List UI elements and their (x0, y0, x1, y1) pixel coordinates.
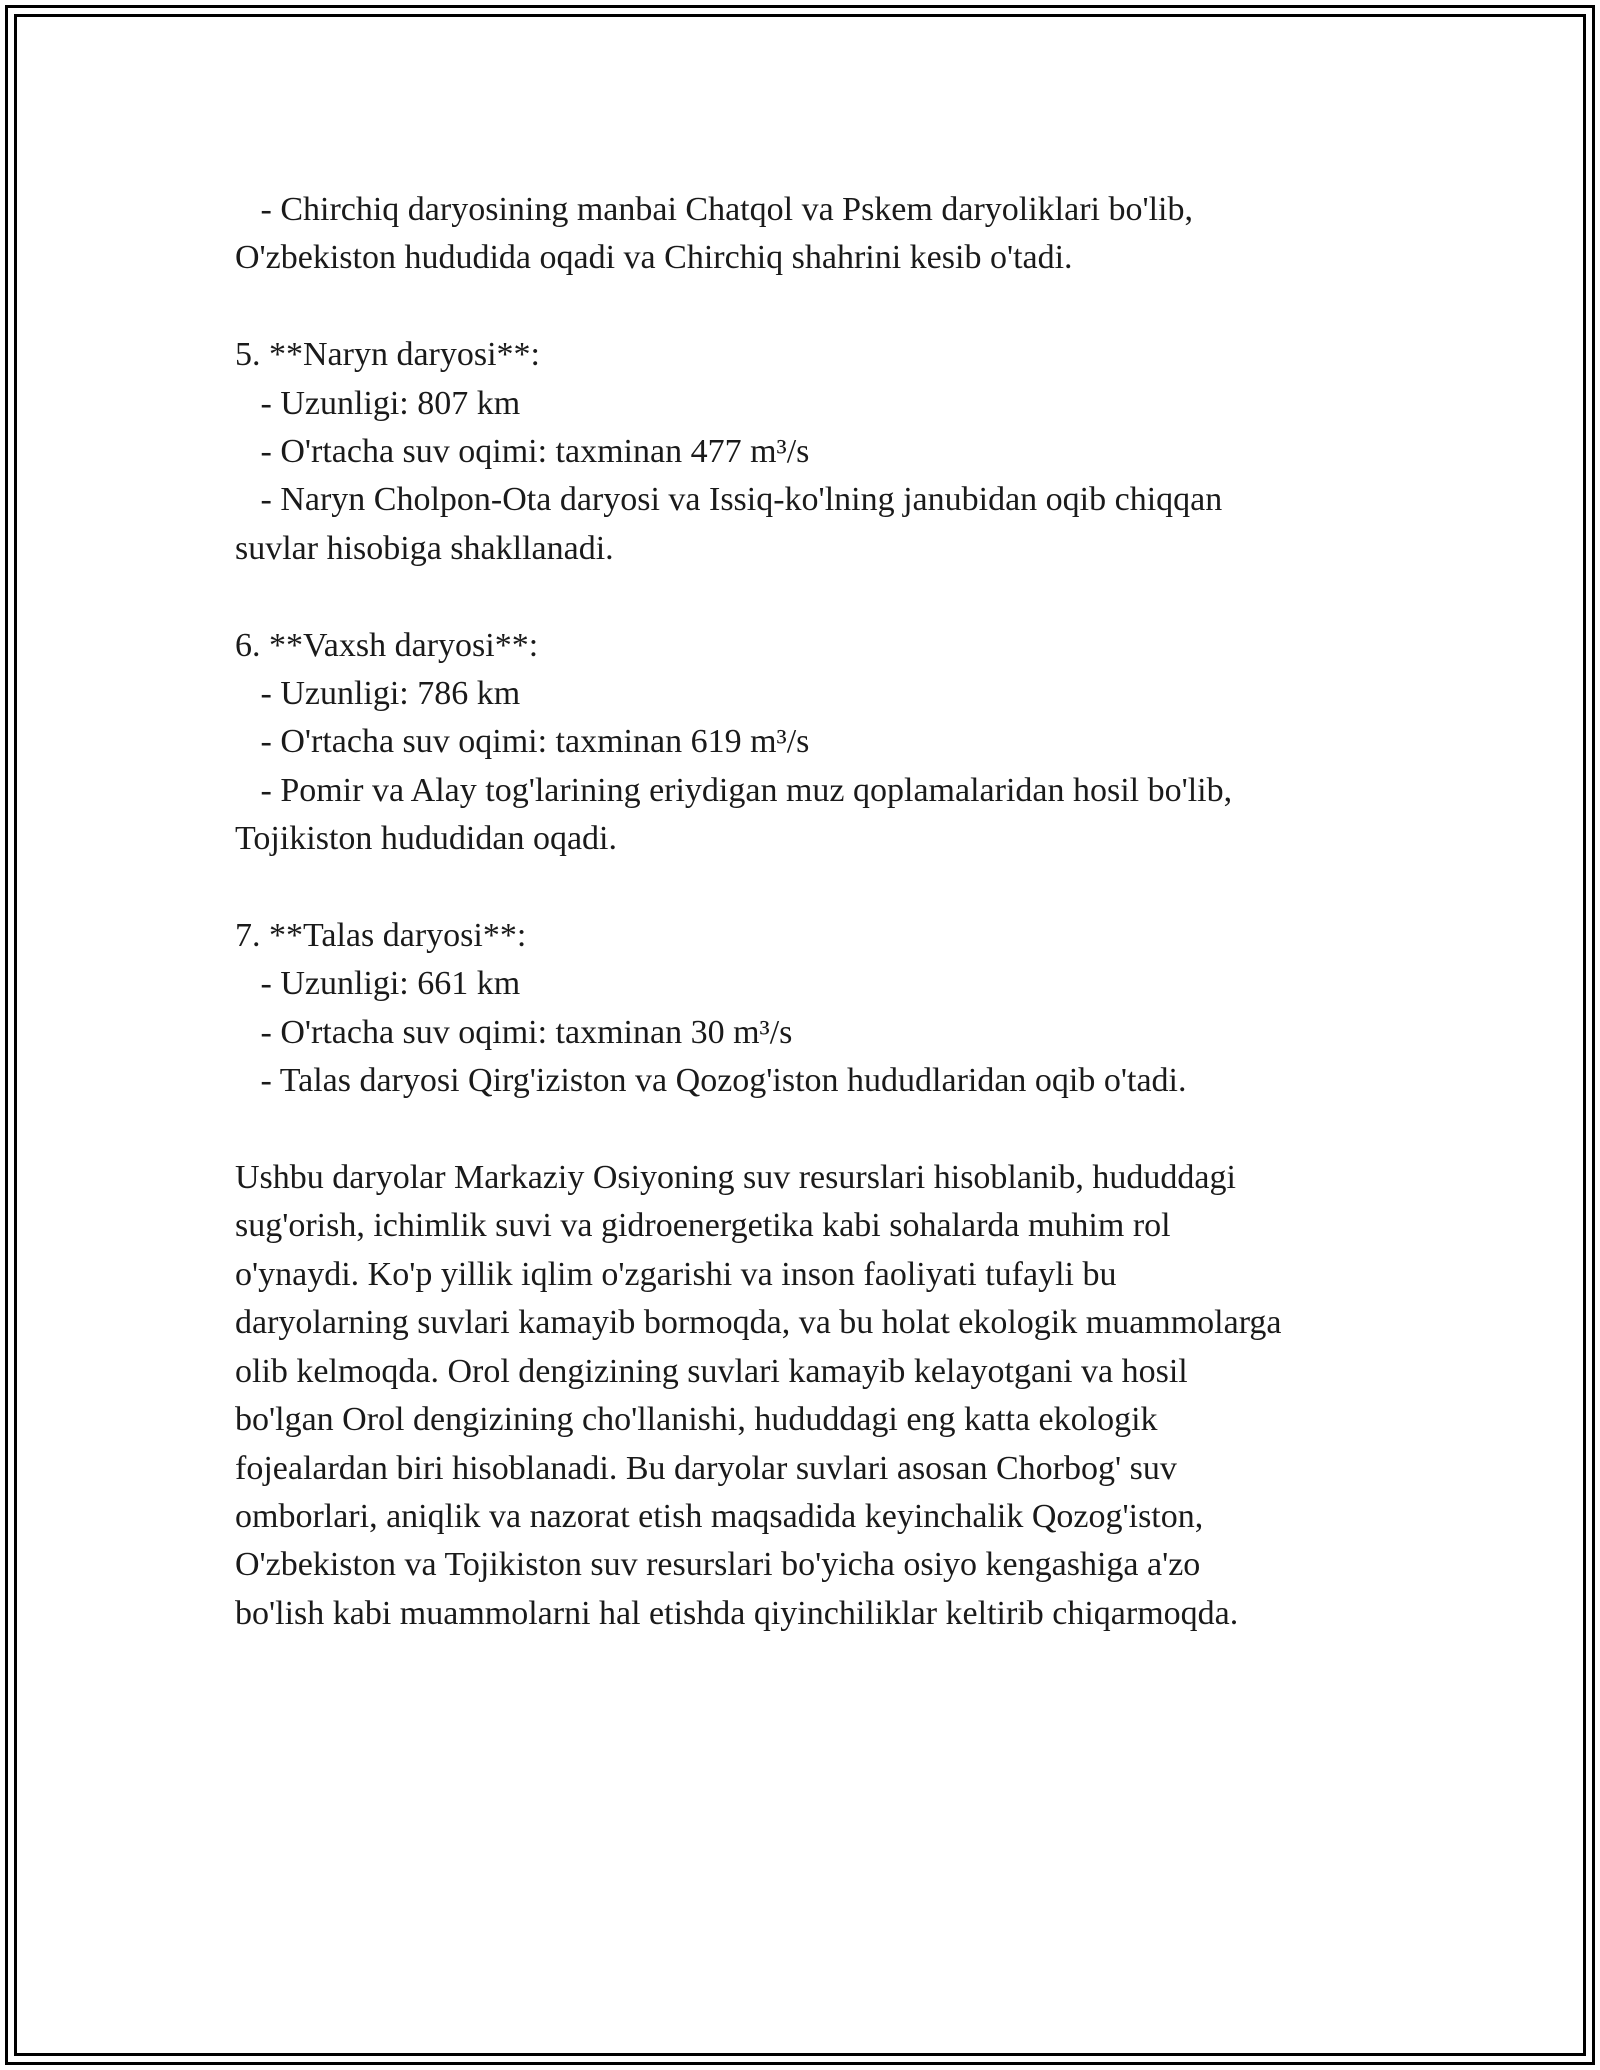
paragraph-spacer (235, 283, 1395, 331)
conclusion-line: sug'orish, ichimlik suvi va gidroenergetika kabi sohalarda muhim rol (235, 1207, 1171, 1245)
conclusion-line: bo'lgan Orol dengizining cho'llanishi, hududdagi eng katta ekologik (235, 1401, 1158, 1439)
talas-heading: 7. **Talas daryosi**: (235, 917, 527, 955)
vaxsh-heading: 6. **Vaxsh daryosi**: (235, 626, 539, 664)
vaxsh-section (235, 622, 1395, 864)
naryn-desc-line-1: - Naryn Cholpon-Ota daryosi va Issiq-ko'lning janubidan oqib chiqqan (235, 481, 1223, 519)
vaxsh-desc-line-2: Tojikiston hududidan oqadi. (235, 820, 617, 858)
talas-section (235, 912, 1395, 1106)
conclusion-line: olib kelmoqda. Orol dengizining suvlari kamayib kelayotgani va hosil (235, 1352, 1188, 1390)
naryn-flow: - O'rtacha suv oqimi: taxminan 477 m³/s (235, 433, 810, 471)
chirchiq-line-1: - Chirchiq daryosining manbai Chatqol va Pskem daryoliklari bo'lib, (235, 191, 1193, 228)
talas-flow: - O'rtacha suv oqimi: taxminan 30 m³/s (235, 1013, 793, 1051)
conclusion-line: O'zbekiston va Tojikiston suv resurslari bo'yicha osiyo kengashiga a'zo (235, 1546, 1201, 1584)
naryn-heading: 5. **Naryn daryosi**: (235, 336, 541, 374)
conclusion-line: bo'lish kabi muammolarni hal etishda qiyinchiliklar keltirib chiqarmoqda. (235, 1594, 1239, 1632)
naryn-desc-line-2: suvlar hisobiga shakllanadi. (235, 529, 614, 567)
paragraph-spacer (235, 1106, 1395, 1154)
conclusion-line: omborlari, aniqlik va nazorat etish maqsadida keyinchalik Qozog'iston, (235, 1497, 1204, 1535)
talas-desc-line-1: - Talas daryosi Qirg'iziston va Qozog'iston hududlaridan oqib o'tadi. (235, 1062, 1187, 1100)
conclusion-line: daryolarning suvlari kamayib bormoqda, va bu holat ekologik muammolarga (235, 1304, 1282, 1342)
chirchiq-line-2: O'zbekiston hududida oqadi va Chirchiq shahrini kesib o'tadi. (235, 239, 1073, 277)
paragraph-spacer (235, 864, 1395, 912)
conclusion-line: fojealardan biri hisoblanadi. Bu daryolar suvlari asosan Chorbog' suv (235, 1449, 1177, 1487)
conclusion-line: o'ynaydi. Ko'p yillik iqlim o'zgarishi va inson faoliyati tufayli bu (235, 1255, 1117, 1293)
talas-length: - Uzunligi: 661 km (235, 965, 521, 1003)
vaxsh-flow: - O'rtacha suv oqimi: taxminan 619 m³/s (235, 723, 810, 761)
conclusion-line: Ushbu daryolar Markaziy Osiyoning suv resurslari hisoblanib, hududdagi (235, 1159, 1236, 1197)
conclusion-paragraph (235, 1154, 1395, 1638)
vaxsh-desc-line-1: - Pomir va Alay tog'larining eriydigan muz qoplamalaridan hosil bo'lib, (235, 771, 1233, 809)
naryn-section (235, 331, 1395, 573)
chirchiq-section (235, 186, 1395, 283)
naryn-length: - Uzunligi: 807 km (235, 384, 521, 422)
vaxsh-length: - Uzunligi: 786 km (235, 675, 521, 713)
paragraph-spacer (235, 573, 1395, 621)
document-body (235, 186, 1395, 1638)
